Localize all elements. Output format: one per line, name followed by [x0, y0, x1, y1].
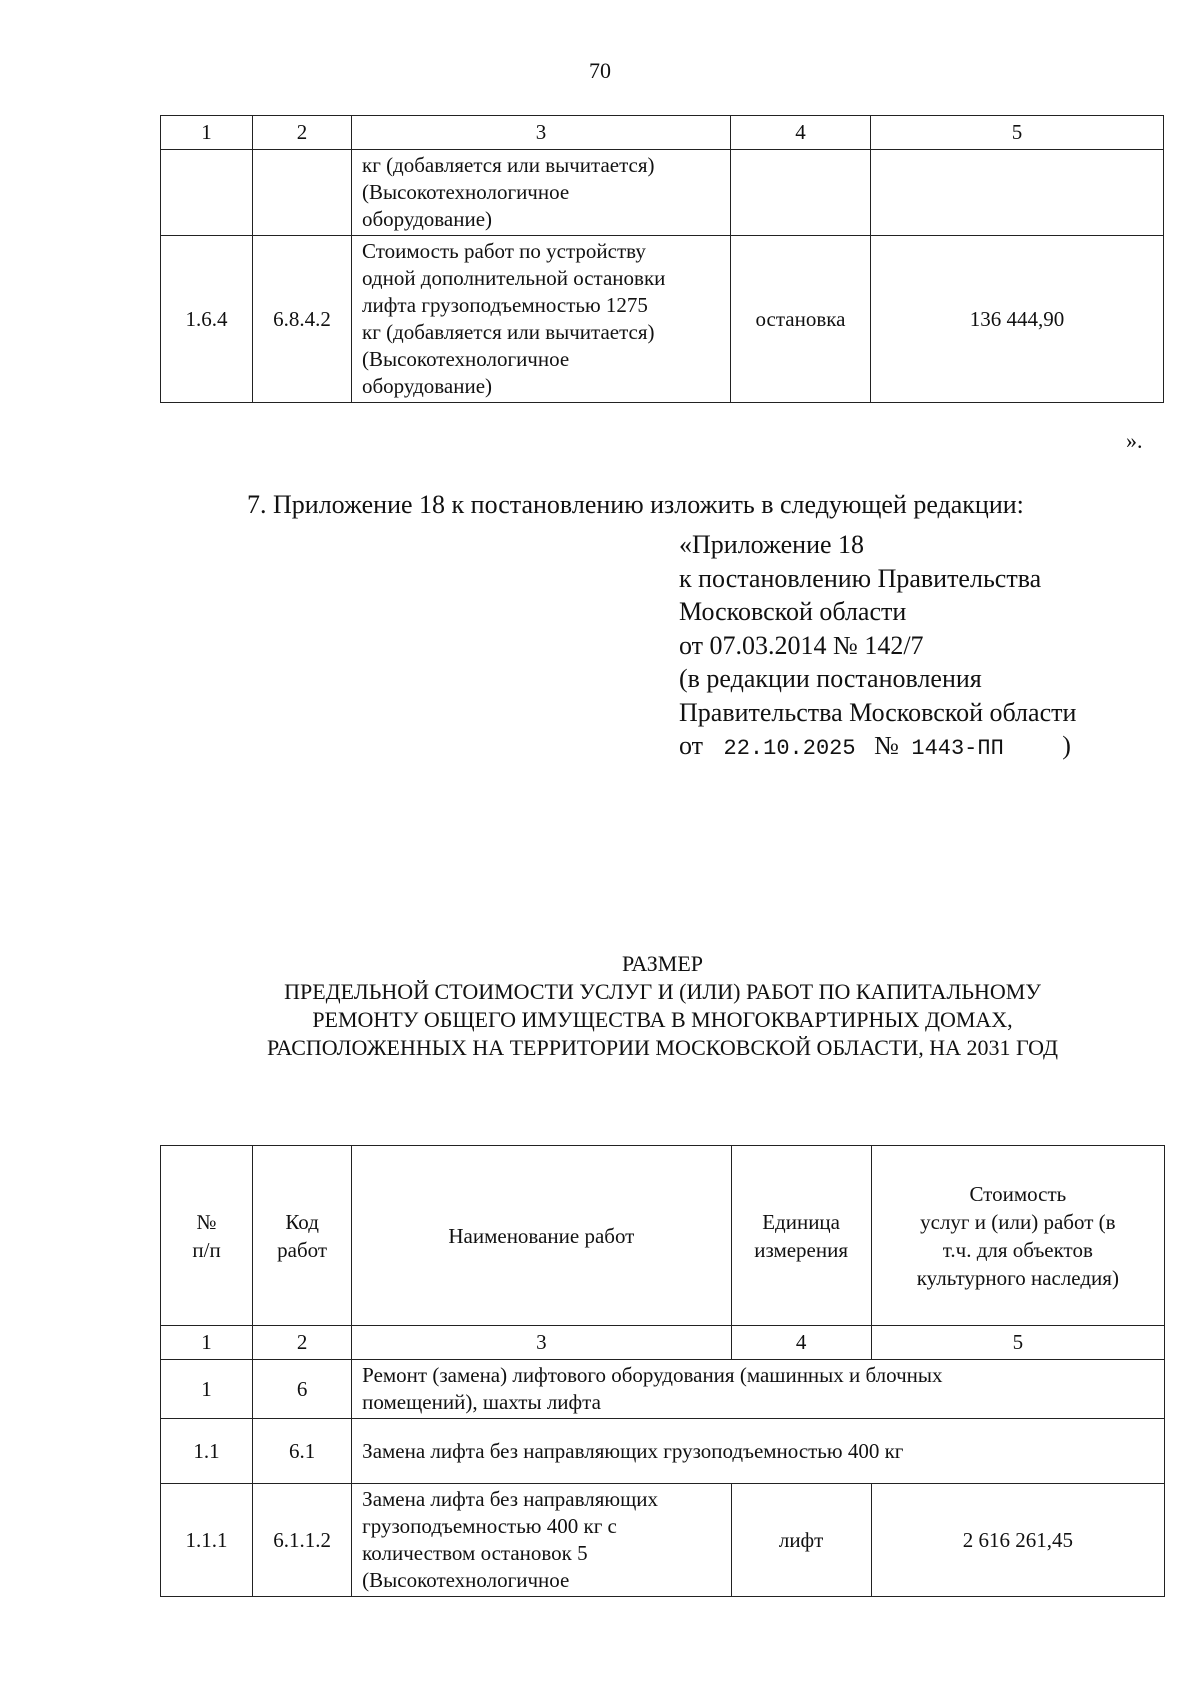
work-name-line: лифта грузоподъемностью 1275	[362, 293, 648, 317]
column-number: 3	[352, 1326, 731, 1360]
header-text: Код	[285, 1209, 319, 1234]
work-name-cell	[352, 1419, 1165, 1484]
heading-line: РАЗМЕР	[621, 951, 704, 976]
closing-quote: ».	[1126, 428, 1143, 453]
typed-number: 1443-ПП	[911, 736, 1004, 761]
work-name-line: Замена лифта без направляющих грузоподъемностью 400 кг	[362, 1438, 904, 1463]
header-text: измерения	[754, 1237, 849, 1262]
column-number: 5	[871, 1326, 1164, 1360]
from-label: от	[679, 731, 704, 760]
header-text: работ	[277, 1237, 328, 1262]
row-number-cell: 1	[161, 1360, 253, 1419]
appendix-line: Московской области	[679, 597, 907, 626]
amendment-instruction: 7. Приложение 18 к постановлению изложить в следующей редакции:	[247, 490, 1024, 519]
unit-cell	[731, 150, 871, 236]
cost-cell	[871, 150, 1164, 236]
header-text: п/п	[192, 1237, 221, 1262]
typed-date: 22.10.2025	[723, 736, 856, 761]
appendix-line: к постановлению Правительства	[679, 563, 1042, 593]
work-code-cell: 6	[253, 1360, 352, 1419]
close-paren: )	[1062, 731, 1071, 760]
work-name-line: (Высокотехнологичное	[362, 347, 570, 371]
continuation-table	[160, 115, 1164, 403]
appendix-line: от 07.03.2014 № 142/7	[679, 630, 924, 660]
work-name-line: (Высокотехнологичное	[362, 180, 570, 204]
unit-cell: остановка	[731, 236, 871, 403]
appendix-date-line	[679, 729, 1076, 766]
work-name-line: Стоимость работ по устройству	[362, 239, 646, 263]
header-text: т.ч. для объектов	[942, 1237, 1093, 1262]
row-number-cell: 1.1.1	[161, 1484, 253, 1597]
work-name-line: (Высокотехнологичное	[362, 1568, 570, 1592]
column-number: 1	[161, 1326, 253, 1360]
header-text: Единица	[762, 1209, 840, 1234]
work-name-line: одной дополнительной остановки	[362, 266, 666, 290]
column-number: 1	[161, 116, 253, 150]
column-number: 4	[731, 116, 871, 150]
work-code-cell	[253, 150, 352, 236]
heading-line: РЕМОНТУ ОБЩЕГО ИМУЩЕСТВА В МНОГОКВАРТИРНЫХ ДОМАХ,	[312, 1007, 1013, 1032]
work-name-line: оборудование)	[362, 374, 493, 398]
header-unit	[731, 1146, 871, 1326]
table-row	[161, 150, 1164, 236]
column-number-row	[161, 116, 1164, 150]
work-name-line: Ремонт (замена) лифтового оборудования (машинных и блочных	[362, 1363, 943, 1387]
row-number-cell: 1.6.4	[161, 236, 253, 403]
appendix-line: «Приложение 18	[679, 530, 865, 559]
cost-cell: 2 616 261,45	[871, 1484, 1164, 1597]
header-text: №	[196, 1209, 217, 1234]
work-code-cell: 6.8.4.2	[253, 236, 352, 403]
table-row	[161, 1484, 1165, 1597]
header-work-code	[253, 1146, 352, 1326]
row-number-cell	[161, 150, 253, 236]
work-name-line: количеством остановок 5	[362, 1541, 588, 1565]
work-name-line: оборудование)	[362, 207, 493, 231]
row-number-cell: 1.1	[161, 1419, 253, 1484]
header-text: Стоимость	[969, 1181, 1067, 1206]
appendix-line: Правительства Московской области	[679, 697, 1077, 727]
work-name-line: кг (добавляется или вычитается)	[362, 153, 655, 177]
table-header-row	[161, 1146, 1165, 1326]
column-number: 5	[871, 116, 1164, 150]
heading-line: РАСПОЛОЖЕННЫХ НА ТЕРРИТОРИИ МОСКОВСКОЙ ОБЛАСТИ, НА 2031 ГОД	[267, 1035, 1058, 1060]
work-name-line: грузоподъемностью 400 кг с	[362, 1514, 617, 1538]
work-name-cell	[352, 1484, 731, 1597]
appendix-reference	[679, 528, 1076, 766]
work-code-cell: 6.1	[253, 1419, 352, 1484]
column-number-row	[161, 1326, 1165, 1360]
column-number: 4	[731, 1326, 871, 1360]
number-sign: №	[874, 731, 899, 760]
cost-cell: 136 444,90	[871, 236, 1164, 403]
price-table	[160, 1145, 1165, 1597]
work-name-cell	[352, 236, 731, 403]
work-name-line: кг (добавляется или вычитается)	[362, 320, 655, 344]
table-row	[161, 1419, 1165, 1484]
work-code-cell: 6.1.1.2	[253, 1484, 352, 1597]
header-cost	[871, 1146, 1164, 1326]
header-row-number	[161, 1146, 253, 1326]
page-number: 70	[589, 58, 611, 83]
header-text: услуг и (или) работ (в	[920, 1209, 1116, 1234]
document-heading	[160, 950, 1165, 1062]
appendix-line: (в редакции постановления	[679, 664, 982, 693]
work-name-line: помещений), шахты лифта	[362, 1390, 601, 1414]
table-row	[161, 1360, 1165, 1419]
table-row	[161, 236, 1164, 403]
work-name-line: Замена лифта без направляющих	[362, 1487, 659, 1511]
column-number: 2	[253, 116, 352, 150]
header-work-name: Наименование работ	[352, 1146, 731, 1326]
heading-line: ПРЕДЕЛЬНОЙ СТОИМОСТИ УСЛУГ И (ИЛИ) РАБОТ ПО КАПИТАЛЬНОМУ	[284, 979, 1041, 1004]
column-number: 2	[253, 1326, 352, 1360]
work-name-cell	[352, 1360, 1165, 1419]
work-name-cell	[352, 150, 731, 236]
unit-cell: лифт	[731, 1484, 871, 1597]
header-text: культурного наследия)	[916, 1265, 1119, 1290]
column-number: 3	[352, 116, 731, 150]
